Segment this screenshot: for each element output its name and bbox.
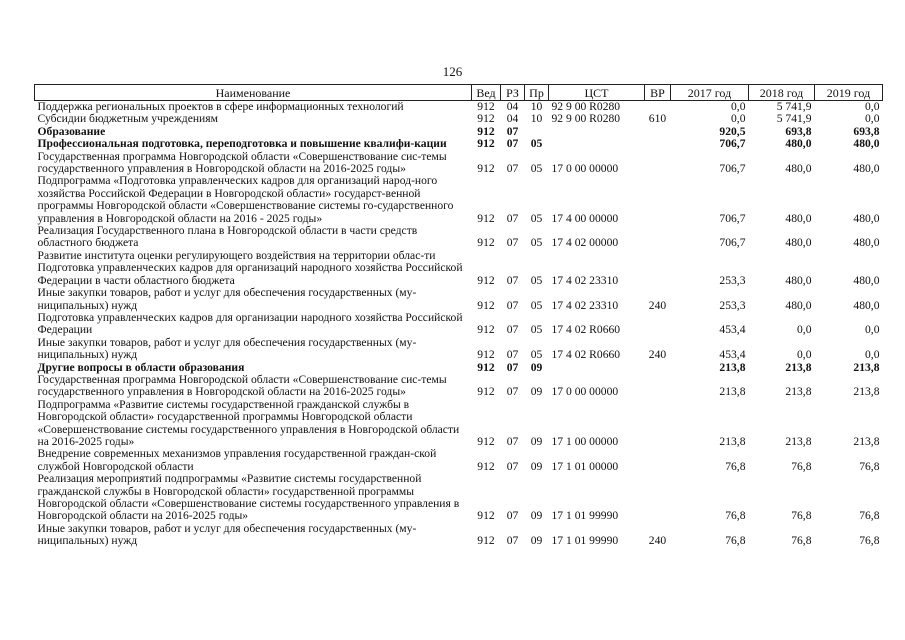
row-2019: 0,0 — [865, 100, 880, 113]
table-row — [35, 473, 883, 523]
row-pr: 05 — [530, 273, 543, 287]
row-cst: 17 4 02 23310 — [551, 273, 619, 287]
row-pr: 05 — [530, 162, 543, 176]
row-cst: 17 1 01 99990 — [551, 509, 619, 523]
table-header-row — [35, 85, 883, 101]
row-2017: 0,0 — [731, 112, 746, 126]
row-pr: 09 — [530, 360, 543, 374]
table-row — [35, 312, 883, 337]
row-2018: 480,0 — [785, 162, 812, 176]
row-pr: 05 — [530, 323, 543, 337]
budget-table — [34, 84, 883, 548]
header-2019: 2019 год — [815, 85, 883, 101]
row-cst: 17 0 00 00000 — [551, 162, 619, 176]
row-name: Иные закупки товаров, работ и услуг для обеспечения государственных (му-ниципальных) нужд — [37, 286, 417, 312]
row-name: Поддержка региональных проектов в сфере информационных технологий — [37, 100, 404, 113]
row-name: Субсидии бюджетным учреждениям — [37, 112, 218, 126]
row-2018: 213,8 — [785, 434, 812, 448]
row-cst: 17 1 01 99990 — [551, 534, 619, 548]
row-2019: 213,8 — [853, 385, 880, 399]
row-rz: 07 — [506, 273, 519, 287]
row-2017: 213,8 — [719, 434, 746, 448]
header-vr: ВР — [645, 85, 671, 101]
row-2018: 213,8 — [785, 385, 812, 399]
row-2018: 76,8 — [791, 509, 812, 523]
row-rz: 07 — [506, 360, 519, 374]
row-2019: 693,8 — [853, 124, 880, 138]
table-row — [35, 138, 883, 150]
header-rz: РЗ — [501, 85, 525, 101]
row-vr — [645, 473, 671, 523]
row-ved: 912 — [477, 434, 495, 448]
row-name: Другие вопросы в области образования — [37, 360, 245, 374]
row-name: Развитие института оценки регулирующего воздействия на территории облас-ти Подготовка управленческих кадров для организаций народного хозяйства Российской Федерации в части областного бюджета — [37, 248, 463, 287]
row-name: Государственная программа Новгородской области «Совершенствование сис-темы государственного управления в Новгородской области на 2016-2025 годы» — [37, 372, 447, 399]
row-ved: 912 — [477, 236, 495, 250]
row-rz: 07 — [506, 162, 519, 176]
row-2018: 0,0 — [797, 323, 812, 337]
row-2017: 76,8 — [725, 534, 746, 548]
row-vr: 240 — [648, 298, 667, 312]
row-pr: 05 — [530, 137, 543, 151]
row-2018: 480,0 — [785, 137, 812, 151]
row-cst: 17 1 01 00000 — [551, 459, 619, 473]
row-cst: 17 4 02 R0660 — [551, 323, 621, 337]
row-ved: 912 — [477, 211, 495, 225]
row-2018: 76,8 — [791, 534, 812, 548]
row-2019: 76,8 — [859, 509, 880, 523]
row-ved: 912 — [477, 137, 495, 151]
row-ved: 912 — [477, 509, 495, 523]
row-2019: 213,8 — [853, 360, 880, 374]
row-2019: 0,0 — [865, 348, 880, 362]
row-name: Иные закупки товаров, работ и услуг для обеспечения государственных (му-ниципальных) нужд — [37, 335, 417, 362]
row-2018: 5 741,9 — [776, 100, 812, 113]
row-rz: 07 — [506, 434, 519, 448]
row-rz: 07 — [506, 509, 519, 523]
row-2017: 453,4 — [719, 323, 746, 337]
row-ved: 912 — [477, 124, 495, 138]
row-vr — [645, 399, 671, 449]
row-2018: 0,0 — [797, 348, 812, 362]
row-2019: 480,0 — [853, 236, 880, 250]
row-rz: 04 — [506, 112, 519, 126]
row-ved: 912 — [477, 162, 495, 176]
row-2019: 480,0 — [853, 137, 880, 151]
table-row — [35, 113, 883, 125]
row-pr: 05 — [530, 348, 543, 362]
row-pr: 05 — [530, 298, 543, 312]
row-cst — [549, 126, 645, 138]
row-2019: 480,0 — [853, 162, 880, 176]
row-2017: 706,7 — [719, 162, 746, 176]
row-rz: 07 — [506, 323, 519, 337]
row-2017: 706,7 — [719, 211, 746, 225]
row-name: Государственная программа Новгородской области «Совершенствование сис-темы государственного управления в Новгородской области на 2016-2025 годы» — [37, 149, 447, 176]
row-2017: 253,3 — [719, 298, 746, 312]
row-vr — [645, 126, 671, 138]
row-vr: 610 — [648, 112, 667, 126]
row-vr — [645, 250, 671, 287]
row-2017: 920,5 — [719, 124, 746, 138]
row-2017: 253,3 — [719, 273, 746, 287]
row-2018: 76,8 — [791, 459, 812, 473]
row-ved: 912 — [477, 100, 495, 113]
row-pr: 09 — [530, 534, 543, 548]
row-ved: 912 — [477, 348, 495, 362]
row-cst: 17 4 02 00000 — [551, 236, 619, 250]
table-row — [35, 225, 883, 250]
row-vr: 240 — [648, 348, 667, 362]
row-rz: 04 — [506, 100, 519, 113]
row-name: Подготовка управленческих кадров для организации народного хозяйства Российской Федерации — [37, 310, 463, 337]
row-pr: 09 — [530, 385, 543, 399]
row-vr — [645, 225, 671, 250]
header-cst: ЦСТ — [549, 85, 645, 101]
row-vr — [645, 362, 671, 374]
row-2019: 213,8 — [853, 434, 880, 448]
row-name: Реализация мероприятий подпрограммы «Развитие системы государственной гражданской службы в Новгородской области» государственной программы Новгородской области «Совершенствование системы государственного управления в Новгородской области на 2016-2025 годы» — [37, 472, 460, 523]
row-rz: 07 — [506, 348, 519, 362]
row-2017: 76,8 — [725, 509, 746, 523]
row-2017: 213,8 — [719, 360, 746, 374]
row-2019: 480,0 — [853, 273, 880, 287]
row-2017: 0,0 — [731, 100, 746, 113]
row-2018: 5 741,9 — [776, 112, 812, 126]
row-2017: 213,8 — [719, 385, 746, 399]
row-name: Внедрение современных механизмов управления государственной граждан-ской службой Новгородской области — [37, 447, 437, 473]
row-name: Подпрограмма «Подготовка управленческих кадров для организаций народ-ного хозяйства Российской Федерации в Новгородской области» государст-венной программы Новгородской области «Совершенствование системы го-сударственного управления в Новгородской области на 2016 - 2025 годы» — [37, 174, 454, 225]
row-vr — [645, 448, 671, 473]
row-rz: 07 — [506, 124, 519, 138]
row-rz: 07 — [506, 236, 519, 250]
row-2018: 693,8 — [785, 124, 812, 138]
row-cst: 17 4 02 R0660 — [551, 348, 621, 362]
row-2018: 480,0 — [785, 211, 812, 225]
table-row — [35, 448, 883, 473]
row-pr: 09 — [530, 509, 543, 523]
row-name: Подпрограмма «Развитие системы государственной гражданской службы в Новгородской области» государственной программы Новгородской области «Совершенствование системы государственного управления в Новгородской области на 2016-2025 годы» — [37, 397, 460, 448]
row-cst: 17 4 02 23310 — [551, 298, 619, 312]
page-number: 126 — [442, 64, 463, 79]
table-row — [35, 287, 883, 312]
row-2019: 0,0 — [865, 323, 880, 337]
row-2019: 76,8 — [859, 534, 880, 548]
row-2018: 480,0 — [785, 298, 812, 312]
row-ved: 912 — [477, 360, 495, 374]
row-2019: 76,8 — [859, 459, 880, 473]
row-pr: 09 — [530, 434, 543, 448]
row-ved: 912 — [477, 534, 495, 548]
row-ved: 912 — [477, 385, 495, 399]
row-2018: 480,0 — [785, 273, 812, 287]
table-row — [35, 151, 883, 176]
row-2017: 706,7 — [719, 137, 746, 151]
row-pr: 05 — [530, 211, 543, 225]
table-row — [35, 175, 883, 225]
row-ved: 912 — [477, 112, 495, 126]
row-cst: 17 0 00 00000 — [551, 385, 619, 399]
row-ved: 912 — [477, 298, 495, 312]
row-cst: 92 9 00 R0280 — [551, 100, 621, 113]
row-2018: 480,0 — [785, 236, 812, 250]
row-rz: 07 — [506, 459, 519, 473]
row-name: Иные закупки товаров, работ и услуг для обеспечения государственных (му-ниципальных) нужд — [37, 521, 417, 548]
header-2017: 2017 год — [671, 85, 749, 101]
row-rz: 07 — [506, 211, 519, 225]
row-name: Реализация Государственного плана в Новгородской области в части средств областного бюджета — [37, 224, 418, 250]
row-cst — [549, 138, 645, 150]
row-cst: 17 1 00 00000 — [551, 434, 619, 448]
row-2017: 706,7 — [719, 236, 746, 250]
row-vr — [645, 312, 671, 337]
table-row — [35, 399, 883, 449]
table-row — [35, 337, 883, 362]
row-vr — [645, 138, 671, 150]
row-pr: 10 — [530, 100, 543, 113]
row-pr: 05 — [530, 236, 543, 250]
header-name: Наименование — [35, 85, 472, 101]
table-row — [35, 250, 883, 287]
row-2019: 0,0 — [865, 112, 880, 126]
header-ved: Вед — [472, 85, 501, 101]
row-vr: 240 — [648, 534, 667, 548]
row-2017: 76,8 — [725, 459, 746, 473]
row-ved: 912 — [477, 459, 495, 473]
table-row — [35, 523, 883, 548]
row-vr — [645, 175, 671, 225]
row-rz: 07 — [506, 137, 519, 151]
row-2018: 213,8 — [785, 360, 812, 374]
row-ved: 912 — [477, 273, 495, 287]
row-rz: 07 — [506, 298, 519, 312]
row-vr — [645, 374, 671, 399]
header-2018: 2018 год — [749, 85, 815, 101]
header-pr: Пр — [525, 85, 549, 101]
row-vr — [645, 151, 671, 176]
row-cst: 92 9 00 R0280 — [551, 112, 621, 126]
row-name: Образование — [37, 124, 106, 138]
row-2019: 480,0 — [853, 211, 880, 225]
row-pr: 09 — [530, 459, 543, 473]
row-2017: 453,4 — [719, 348, 746, 362]
row-2019: 480,0 — [853, 298, 880, 312]
row-pr: 10 — [530, 112, 543, 126]
row-ved: 912 — [477, 323, 495, 337]
row-rz: 07 — [506, 534, 519, 548]
row-name: Профессиональная подготовка, переподготовка и повышение квалифи-кации — [37, 137, 447, 151]
row-rz: 07 — [506, 385, 519, 399]
row-cst: 17 4 00 00000 — [551, 211, 619, 225]
row-cst — [549, 362, 645, 374]
table-row — [35, 374, 883, 399]
